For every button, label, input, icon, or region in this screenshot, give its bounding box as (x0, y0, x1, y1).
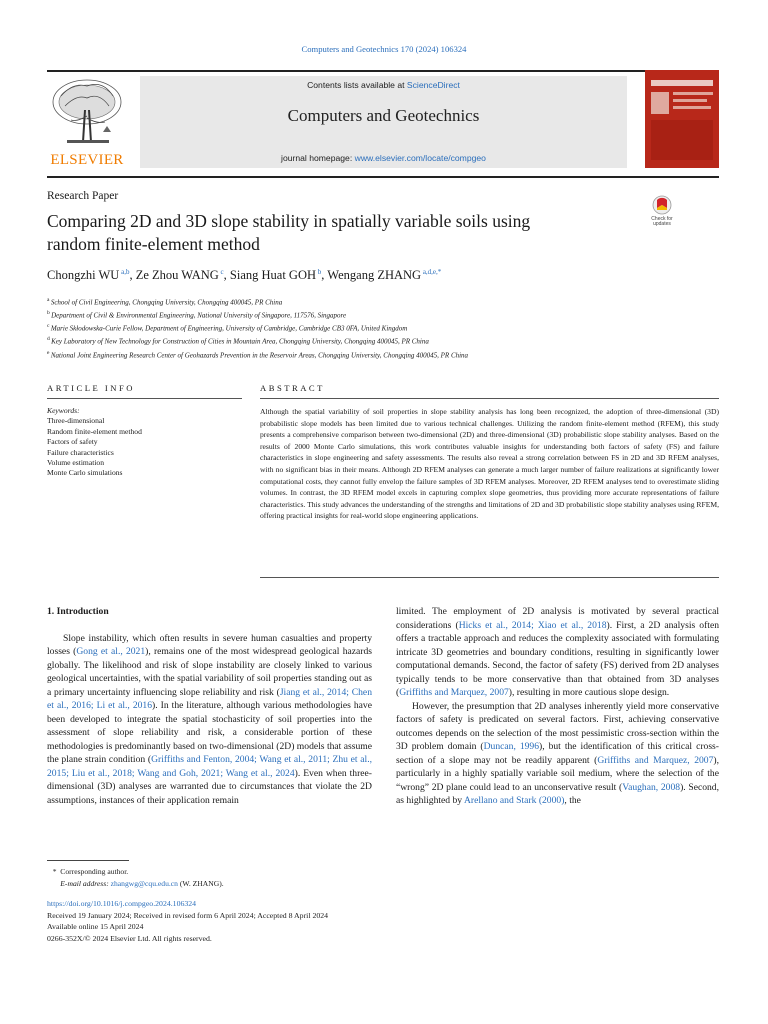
email-label: E-mail address: (60, 879, 111, 889)
cover-icon (645, 70, 719, 168)
sciencedirect-link[interactable]: ScienceDirect (406, 80, 460, 90)
body-column-right (396, 605, 719, 808)
affiliation-key: e (47, 349, 51, 356)
affiliation-key: a (47, 297, 51, 303)
email-link[interactable]: zhangwg@cqu.edu.cn (110, 879, 178, 889)
citation-link[interactable]: Griffiths and Marquez, 2007 (597, 754, 714, 766)
affiliation-text: Key Laboratory of New Technology for Construction of Cities in Mountain Area, Chongqing University, Chongqing 400045, PR China (51, 337, 429, 346)
abstract-rule (260, 398, 719, 399)
paragraph-text: ). First, a 2D analysis often offers a tractable approach and reduces the complexity associated with formulating intricate 3D geometries and boundary conditions, resulting in significantly lower computational demands. Second, the factor of safety (FS) derived from 2D analyses typically tends to be more conservative than that obtained from 3D analyses ( (396, 619, 720, 698)
badge-label-2: updates (653, 221, 671, 227)
author-name: Chongzhi WU (47, 268, 120, 283)
contents-prefix: Contents lists available at (307, 80, 407, 90)
header-bottom-rule (47, 176, 719, 178)
abstract-heading: ABSTRACT (260, 383, 325, 393)
homepage-line (140, 153, 627, 163)
paragraph-text: limited. The employment of 2D analysis is motivated by several practical considerations ( (396, 606, 719, 631)
paper-title (47, 210, 607, 256)
section-heading-introduction: 1. Introduction (47, 606, 109, 617)
keyword-item: Volume estimation (47, 458, 105, 468)
affiliation-list (47, 295, 727, 361)
author-separator: , (129, 268, 136, 283)
citation-link[interactable]: Arellano and Stark (2000) (463, 795, 565, 806)
author-name: Ze Zhou WANG (135, 268, 219, 283)
keyword-item: Failure characteristics (47, 447, 114, 457)
abstract-text: Although the spatial variability of soil properties in slope stability analysis has long been recognized, the adoption of three-dimensional (3D) probabilistic slope models has been limited due to various technical challenges. Utilizing the random finite-element method (RFEM), this study presents a comprehensive comparison between two-dimensional (2D) and three-dimensional (3D) probabilistic slope stability analyses. Based on the results of 2000 Monte Carlo simulations, this work contributes valuable insights for understanding both factors of safety (FS) and failure characteristics in slope engineering and safety assessments. The results also reveal a strong correlation between FS in 2D and 3D RFEM analyses, with no significant bias in their means. Although 2D RFEM analyses can generate a much larger number of failure realizations at significantly lower computational costs, they cannot fully envelop the failure samples of 3D RFEM analyses. Moreover, 2D RFEM analyses tend to overestimate sliding volumes. In contrast, the 3D RFEM model excels in capturing complex slope geometries, thus providing more accurate representations of failure characteristics. This study advances the understanding of the strengths and limitations of 2D and 3D probabilistic slope stability analyses using RFEM, offering practical insights for real-world slope engineering applications. (260, 407, 719, 521)
author-affiliation-marker[interactable]: a,b (119, 268, 130, 276)
homepage-link[interactable]: www.elsevier.com/locate/compgeo (354, 153, 486, 163)
affiliation-item (47, 334, 727, 347)
keyword-item: Three-dimensional (47, 416, 105, 426)
author-affiliation-marker[interactable]: a,d,e,* (421, 268, 442, 276)
affiliation-text: National Joint Engineering Research Center of Geohazards Prevention in the Reservoir Areas, Chongqing University, Chongqing 400045, PR China (50, 350, 469, 359)
footnote-rule (47, 860, 129, 861)
author-affiliation-marker[interactable]: c (218, 268, 224, 276)
article-info-rule (47, 398, 242, 399)
keyword-item: Monte Carlo simulations (47, 468, 123, 478)
paragraph-text: , the (564, 795, 581, 806)
author-separator: , (223, 268, 230, 283)
doi-link[interactable]: https://doi.org/10.1016/j.compgeo.2024.106324 (47, 899, 197, 908)
badge-label-1: Check for (651, 216, 673, 222)
check-for-updates-badge[interactable] (646, 194, 678, 228)
paragraph-text: ). In the literature, although various methodologies have been developed to integrate the spatial stochasticity of soil properties into the assessment of slope reliability and risk, a considerable portion of these methodologies is predominantly based on two-dimensional (2D) models that assume the plane strain condition ( (47, 700, 372, 765)
footnotes (47, 866, 224, 890)
paragraph-text: ), remains one of the most widespread geological hazards globally. The likelihood and risk of slope instability are closely linked to various geological uncertainties, with the spatial variability of soil properties standing out as a primary uncertainty influencing slope reliability and risk ( (47, 646, 372, 698)
header-top-rule (47, 70, 719, 72)
title-line-1: Comparing 2D and 3D slope stability in spatially variable soils using (47, 211, 531, 231)
paragraph-text: However, the presumption that 2D analyses inherently yield more conservative factors of safety is predicated on several factors. First, achieving conservative outcomes depends on the selection of the most pessimistic cross-section within the 3D problem domain ( (396, 700, 719, 752)
citation-link[interactable]: Vaughan, 2008 (622, 781, 681, 793)
affiliation-text: Marie Skłodowska-Curie Fellow, Department of Engineering, University of Cambridge, Cambridge CB3 0FA, United Kingdom (50, 324, 408, 333)
paragraph-text: ), but the identification of this critical cross-section of a slope may not be readily apparent ( (396, 741, 719, 766)
citation-link[interactable]: Griffiths and Fenton, 2004; Wang et al., 2011; Zhu et al., 2015; Liu et al., 2018; Wang and Goh, 2021; Wang et al., 2024 (47, 754, 373, 779)
journal-title: Computers and Geotechnics (287, 106, 480, 125)
corresponding-author-note: * Corresponding author. (47, 867, 129, 876)
affiliation-text: Department of Civil & Environmental Engineering, National University of Singapore, 117576, Singapore (51, 311, 347, 320)
paragraph-text: ). Even when three-dimensional (3D) analyses are warranted due to circumstances that violate the 2D assumptions, instances of their application remain (47, 767, 372, 806)
publisher-name: ELSEVIER (50, 152, 124, 168)
affiliation-item (47, 321, 727, 334)
article-type: Research Paper (47, 190, 119, 202)
copyright: 0266-352X/© 2024 Elsevier Ltd. All rights reserved. (47, 933, 212, 943)
author-name: Wengang ZHANG (327, 268, 422, 283)
contents-line (140, 80, 627, 90)
author-name: Siang Huat GOH (229, 268, 317, 283)
keyword-item: Factors of safety (47, 437, 98, 447)
paragraph-text: Slope instability, which often results in severe human casualties and property losses ( (47, 632, 372, 657)
citation-link[interactable]: Jiang et al., 2014; Chen et al., 2016; Li et al., 2016 (47, 686, 372, 711)
keywords-label: Keywords: (47, 406, 80, 415)
abstract-bottom-rule (260, 577, 719, 578)
author-list (47, 268, 441, 283)
body-column-left (47, 605, 372, 807)
keyword-list (47, 416, 142, 478)
publication-info (47, 898, 328, 944)
citation-link[interactable]: Griffiths and Marquez, 2007 (399, 687, 509, 698)
paragraph-text: ). Second, as highlighted by (396, 781, 719, 806)
email-suffix: (W. ZHANG). (177, 879, 224, 889)
affiliation-item (47, 308, 727, 321)
available-online: Available online 15 April 2024 (47, 922, 144, 932)
homepage-prefix: journal homepage: (281, 153, 355, 163)
email-note (47, 878, 224, 890)
affiliation-text: School of Civil Engineering, Chongqing University, Chongqing 400045, PR China (50, 298, 283, 307)
citation-link[interactable]: Gong et al., 2021 (76, 646, 146, 657)
title-line-2: random finite-element method (47, 234, 260, 254)
article-info-heading: ARTICLE INFO (47, 383, 135, 393)
affiliation-key: d (47, 336, 52, 343)
check-updates-icon (646, 194, 678, 228)
intro-paragraph-3 (396, 700, 719, 808)
affiliation-item (47, 295, 727, 308)
keyword-item: Random finite-element method (47, 426, 142, 436)
author-affiliation-marker[interactable]: b (316, 268, 322, 276)
journal-reference[interactable]: Computers and Geotechnics 170 (2024) 106324 (301, 44, 467, 54)
corresponding-text: Corresponding author. (60, 867, 129, 876)
citation-link[interactable]: Hicks et al., 2014; Xiao et al., 2018 (458, 619, 607, 631)
received-dates: Received 19 January 2024; Received in revised form 6 April 2024; Accepted 8 April 2024 (47, 910, 329, 920)
intro-paragraph-1 (47, 632, 372, 808)
intro-paragraph-2 (396, 605, 719, 700)
affiliation-item (47, 348, 727, 361)
paragraph-text: ), particularly in a highly spatially variable soil medium, where the selection of the “wrong” 2D plane could lead to an unconservative result ( (396, 754, 719, 793)
author-separator: , (321, 268, 328, 283)
journal-cover-image (645, 70, 719, 168)
keywords-block (47, 406, 142, 479)
affiliation-key: c (47, 323, 51, 330)
affiliation-key: b (47, 310, 52, 317)
citation-link[interactable]: Duncan, 1996 (483, 741, 540, 752)
tree-icon (47, 76, 127, 150)
paragraph-text: ), resulting in more cautious slope design. (508, 687, 670, 698)
